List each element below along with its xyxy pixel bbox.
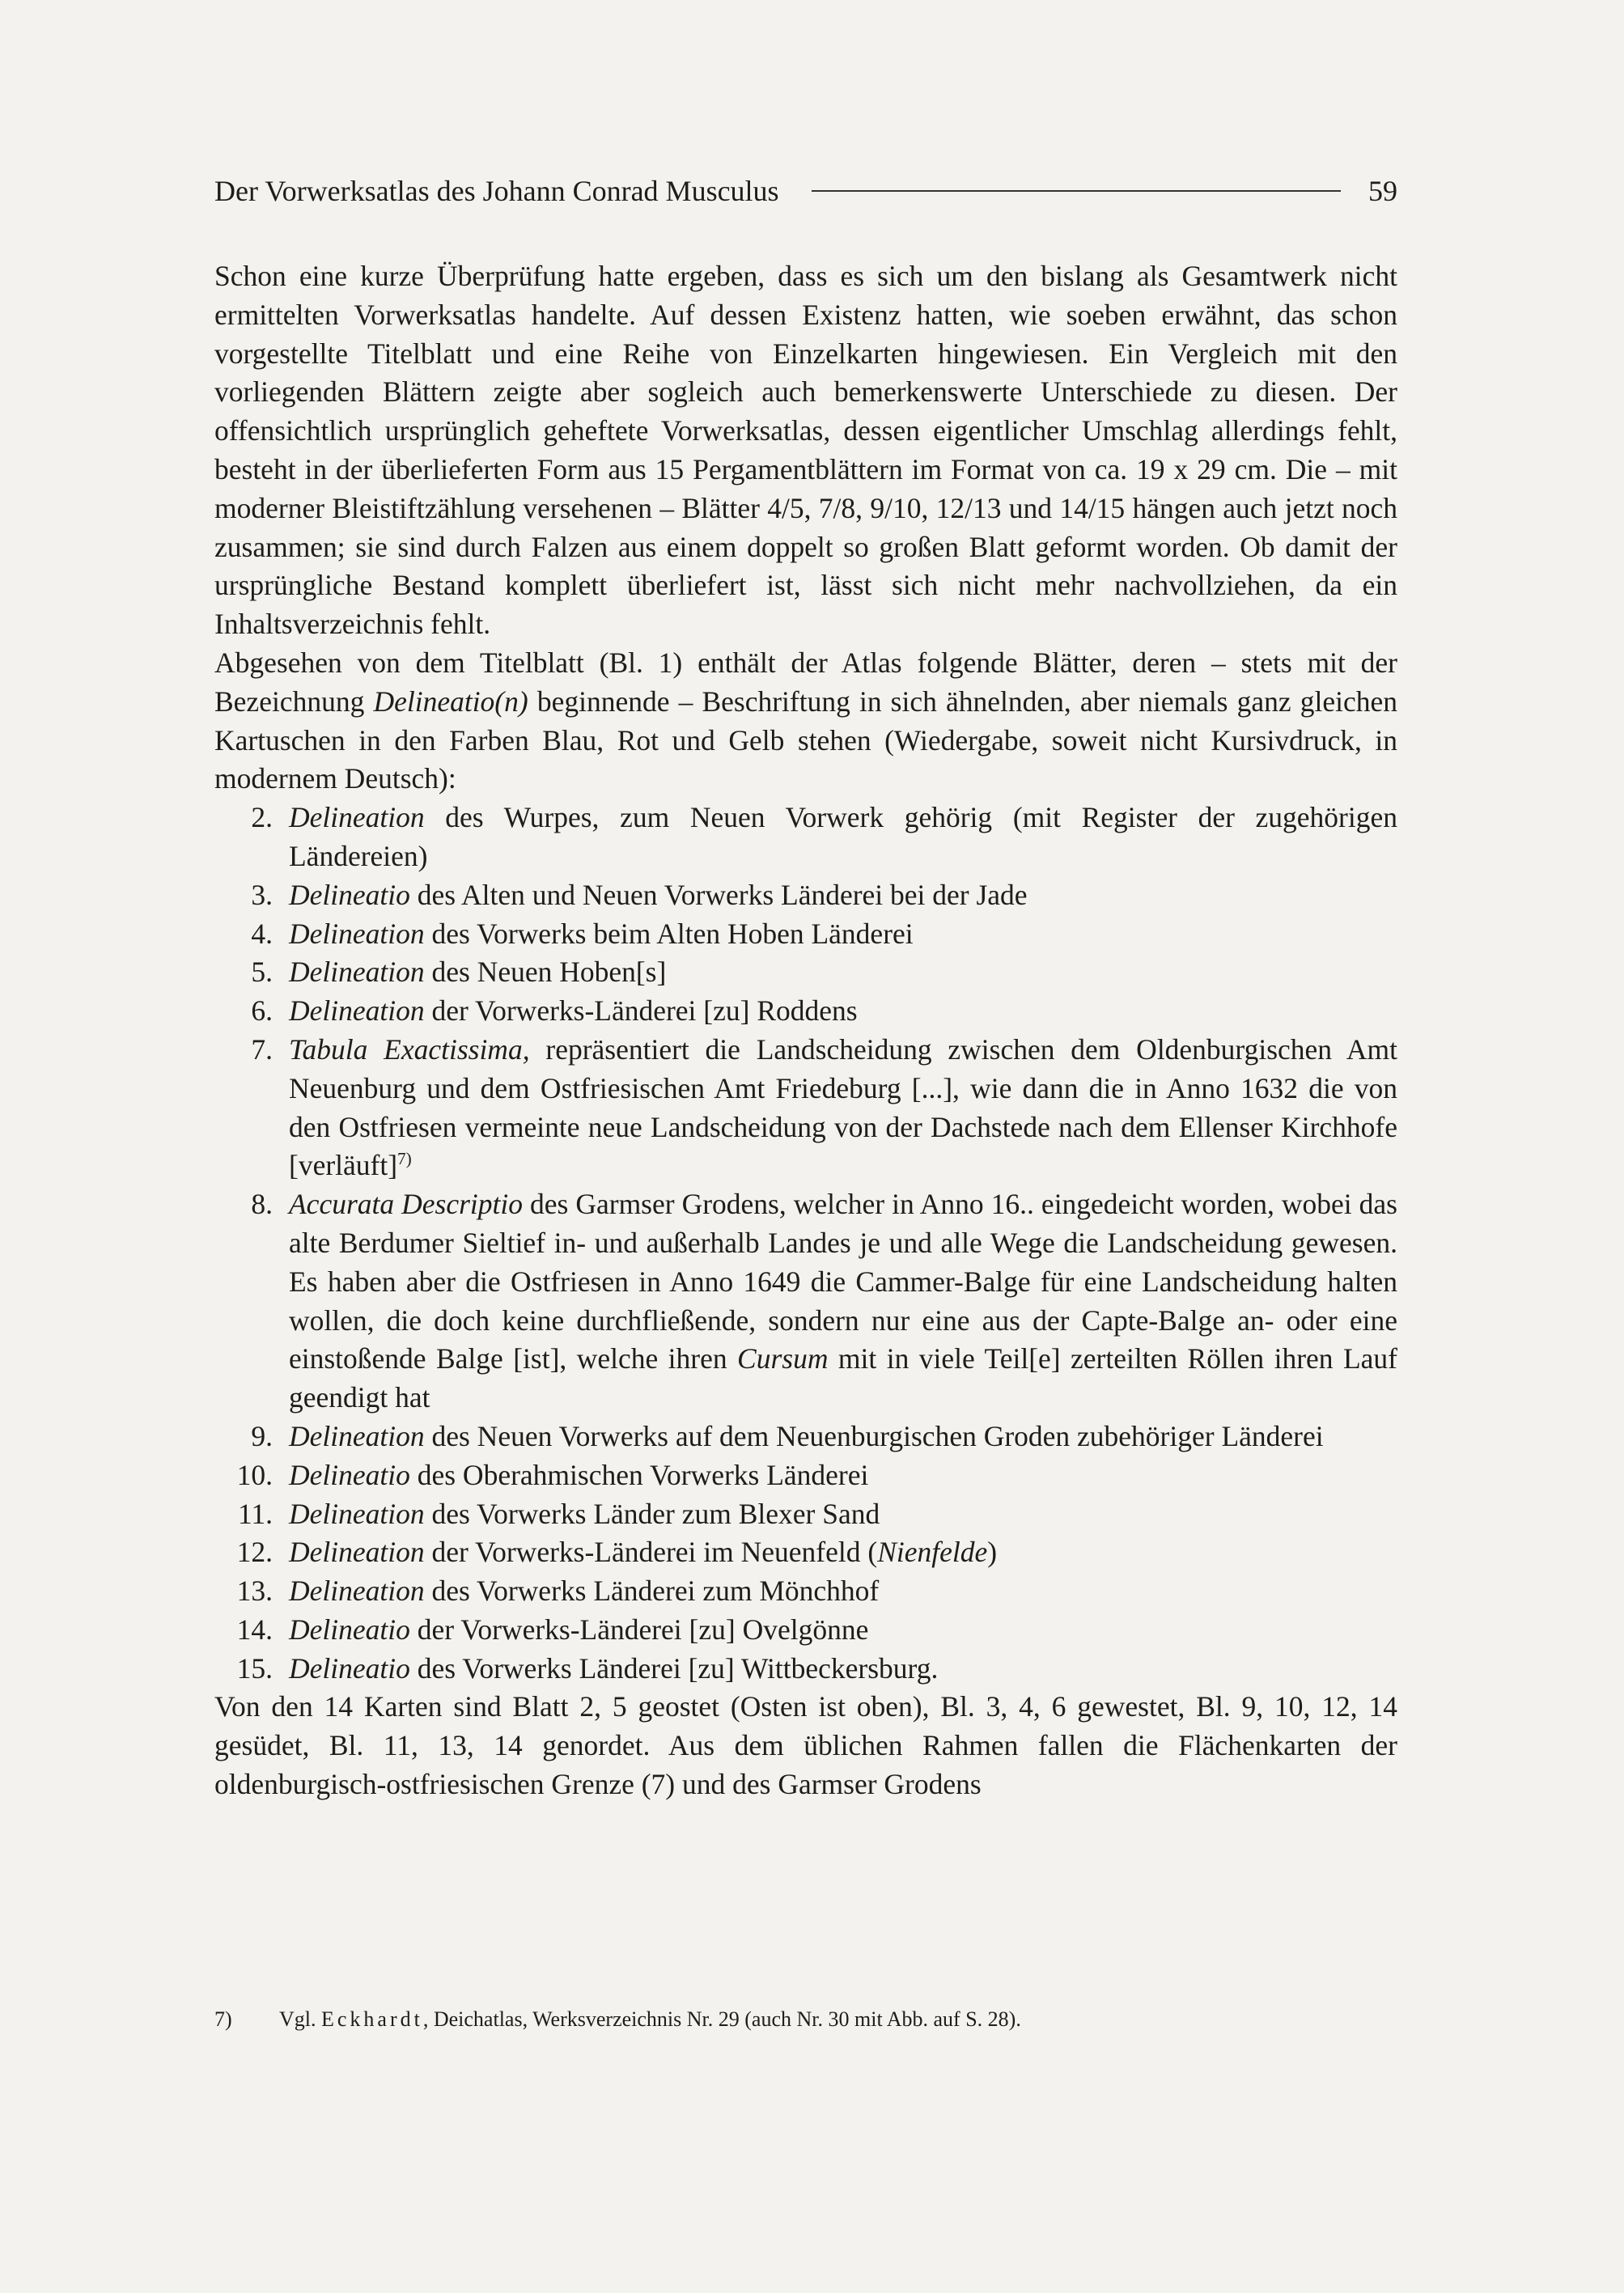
list-item-text: des Vorwerks Länderei [zu] Wittbeckersburg. — [409, 1651, 939, 1685]
footnote-number: 7) — [214, 2007, 232, 2031]
footnote-after: , Deichatlas, Werksverzeichnis Nr. 29 (auch Nr. 30 mit Abb. auf S. 28). — [422, 2007, 1021, 2031]
list-item-number: 12. — [236, 1536, 273, 1569]
footnote-before: Vgl. — [279, 2007, 321, 2031]
list-intro-before: Abgesehen von dem Titelblatt (Bl. 1) enthält der Atlas folgende Blätter, deren – stets mit der Bezeichnung — [214, 646, 1397, 718]
running-title: Der Vorwerksatlas des Johann Conrad Musculus — [214, 175, 779, 207]
list-item-text — [273, 1031, 1397, 1185]
list-item-number: 11. — [237, 1497, 273, 1530]
list-item-number: 14. — [236, 1613, 273, 1646]
list-item-italic: Delineatio — [289, 878, 410, 911]
list-item-italic: Accurata Descriptio — [289, 1188, 524, 1221]
list-item-italic: Delineation — [289, 1575, 425, 1608]
list-item-tail: mit in viele Teil[e] zerteilten Röllen ihren Lauf geendigt hat — [289, 1342, 1397, 1414]
list-item-text — [273, 1650, 1397, 1689]
list-item-text: repräsentiert die Landscheidung zwischen dem Oldenburgischen Amt Neuenburg und dem Ostfriesischen Amt Friedeburg [...], wie dann die in Anno 1632 die von den Ostfriesen vermeinte neue Landscheidung von der Dachstede nach dem Ellenser Kirchhofe [verläuft] — [289, 1032, 1398, 1182]
list-item-number: 7. — [251, 1032, 273, 1066]
running-header — [214, 172, 1397, 210]
list-item-text — [273, 1533, 1397, 1572]
list-item — [214, 1456, 1397, 1495]
list-item-number: 5. — [251, 956, 273, 989]
list-item-italic: Delineation — [289, 917, 425, 950]
list-item-italic: Delineatio — [289, 1651, 410, 1685]
list-item-text — [273, 1418, 1397, 1456]
list-item — [214, 1611, 1397, 1650]
list-item-text: des Garmser Grodens, welcher in Anno 16.. eingedeicht worden, wobei das alte Berdumer Sieltief in- und außerhalb Landes je und alle Wege die Landscheidung gewesen. Es haben aber die Ostfriesen in Anno 1649 die Cammer-Balge für eine Landscheidung halten wollen, die doch keine durchfließende, sondern nur eine aus der Capte-Balge an- oder eine einstoßende Balge [ist], welche ihren — [289, 1188, 1397, 1375]
list-item-italic: Delineation — [289, 956, 425, 989]
list-item — [214, 1533, 1397, 1572]
list-item — [214, 876, 1397, 915]
list-item-text — [273, 1572, 1397, 1611]
footnote-author: Eckhardt — [321, 2007, 423, 2031]
main-text — [214, 257, 1397, 1804]
list-item-italic: Tabula Exactissima, — [289, 1032, 530, 1066]
sheet-list — [214, 799, 1397, 1688]
list-item-text: des Vorwerks beim Alten Hoben Länderei — [424, 917, 914, 950]
list-item-text — [273, 1185, 1397, 1418]
list-item — [214, 1031, 1397, 1185]
list-intro-paragraph — [214, 644, 1397, 799]
list-item-text: des Vorwerks Länderei zum Mönchhof — [424, 1575, 880, 1608]
list-item-italic2: Cursum — [737, 1342, 829, 1375]
list-item-text: der Vorwerks-Länderei im Neuenfeld ( — [424, 1536, 878, 1569]
list-item — [214, 915, 1397, 954]
page-number: 59 — [1368, 175, 1397, 207]
list-item-text: des Neuen Vorwerks auf dem Neuenburgischen Groden zubehöriger Länderei — [424, 1419, 1324, 1452]
list-item-text: des Neuen Hoben[s] — [424, 956, 667, 989]
list-item-number: 2. — [251, 801, 273, 834]
list-item-text: der Vorwerks-Länderei [zu] Ovelgönne — [409, 1613, 869, 1646]
list-item-text: der Vorwerks-Länderei [zu] Roddens — [424, 994, 858, 1028]
list-item-text: des Wurpes, zum Neuen Vorwerk gehörig (mit Register der zugehörigen Ländereien) — [289, 801, 1397, 872]
intro-paragraph: Schon eine kurze Überprüfung hatte ergeben, dass es sich um den bislang als Gesamtwerk nicht ermittelten Vorwerksatlas handelte. Auf dessen Existenz hatten, wie soeben erwähnt, das schon vorgestellte Titelblatt und eine Reihe von Einzelkarten hingewiesen. Ein Vergleich mit den vorliegenden Blättern zeigte aber sogleich auch bemerkenswerte Unterschiede zu diesen. Der offensichtlich ursprünglich geheftete Vorwerksatlas, dessen eigentlicher Umschlag allerdings fehlt, besteht in der überlieferten Form aus 15 Pergamentblättern im Format von ca. 19 x 29 cm. Die – mit moderner Bleistiftzählung versehenen – Blätter 4/5, 7/8, 9/10, 12/13 und 14/15 hängen auch jetzt noch zusammen; sie sind durch Falzen aus einem doppelt so großen Blatt geformt worden. Ob damit der ursprüngliche Bestand komplett überliefert ist, lässt sich nicht mehr nachvollziehen, da ein Inhaltsverzeichnis fehlt. — [214, 260, 1397, 641]
list-item-italic: Delineatio — [289, 1458, 410, 1491]
list-item-text — [273, 915, 1397, 954]
list-item-italic: Delineation — [289, 1536, 425, 1569]
list-item-number: 9. — [251, 1419, 273, 1452]
list-item — [214, 1572, 1397, 1611]
list-item — [214, 799, 1397, 876]
list-item-text: des Vorwerks Länder zum Blexer Sand — [424, 1497, 880, 1530]
list-item-text — [273, 1456, 1397, 1495]
list-item-text: des Oberahmischen Vorwerks Länderei — [409, 1458, 869, 1491]
list-item-number: 13. — [236, 1575, 273, 1608]
list-item-number: 10. — [236, 1458, 273, 1491]
list-intro-after: beginnende – Beschriftung in sich ähnelnden, aber niemals ganz gleichen Kartuschen in den Farben Blau, Rot und Gelb stehen (Wiedergabe, soweit nicht Kursivdruck, in modernem Deutsch): — [214, 685, 1398, 795]
list-item — [214, 953, 1397, 992]
list-item — [214, 1418, 1397, 1456]
list-item-text — [273, 1611, 1397, 1650]
closing-paragraph: Von den 14 Karten sind Blatt 2, 5 geostet (Osten ist oben), Bl. 3, 4, 6 gewestet, Bl. 9, 10, 12, 14 gesüdet, Bl. 11, 13, 14 genordet. Aus dem üblichen Rahmen fallen die Flächenkarten der oldenburgisch-ostfriesischen Grenze (7) und des Garmser Grodens — [214, 1690, 1397, 1801]
list-item — [214, 992, 1397, 1031]
list-item-text — [273, 1495, 1397, 1534]
header-rule — [812, 190, 1341, 192]
list-item-text: des Alten und Neuen Vorwerks Länderei bei der Jade — [409, 878, 1028, 911]
list-item-number: 6. — [251, 994, 273, 1028]
list-item — [214, 1650, 1397, 1689]
list-item-text — [273, 992, 1397, 1031]
list-item-text — [273, 953, 1397, 992]
list-item-italic2: Nienfelde — [877, 1536, 988, 1569]
list-intro-italic: Delineatio(n) — [373, 685, 528, 718]
footnote — [214, 2005, 1397, 2034]
list-item-italic: Delineation — [289, 801, 425, 834]
list-item — [214, 1495, 1397, 1534]
list-item-italic: Delineation — [289, 1497, 425, 1530]
list-item-italic: Delineatio — [289, 1613, 410, 1646]
list-item-italic: Delineation — [289, 994, 425, 1028]
list-item-italic: Delineation — [289, 1419, 425, 1452]
list-item-tail: ) — [987, 1536, 998, 1569]
list-item-number: 15. — [236, 1651, 273, 1685]
list-item-number: 3. — [251, 878, 273, 911]
list-item — [214, 1185, 1397, 1418]
list-item-number: 4. — [251, 917, 273, 950]
list-item-number: 8. — [251, 1188, 273, 1221]
footnote-ref: 7) — [397, 1149, 412, 1169]
list-item-text — [273, 876, 1397, 915]
list-item-text — [273, 799, 1397, 876]
